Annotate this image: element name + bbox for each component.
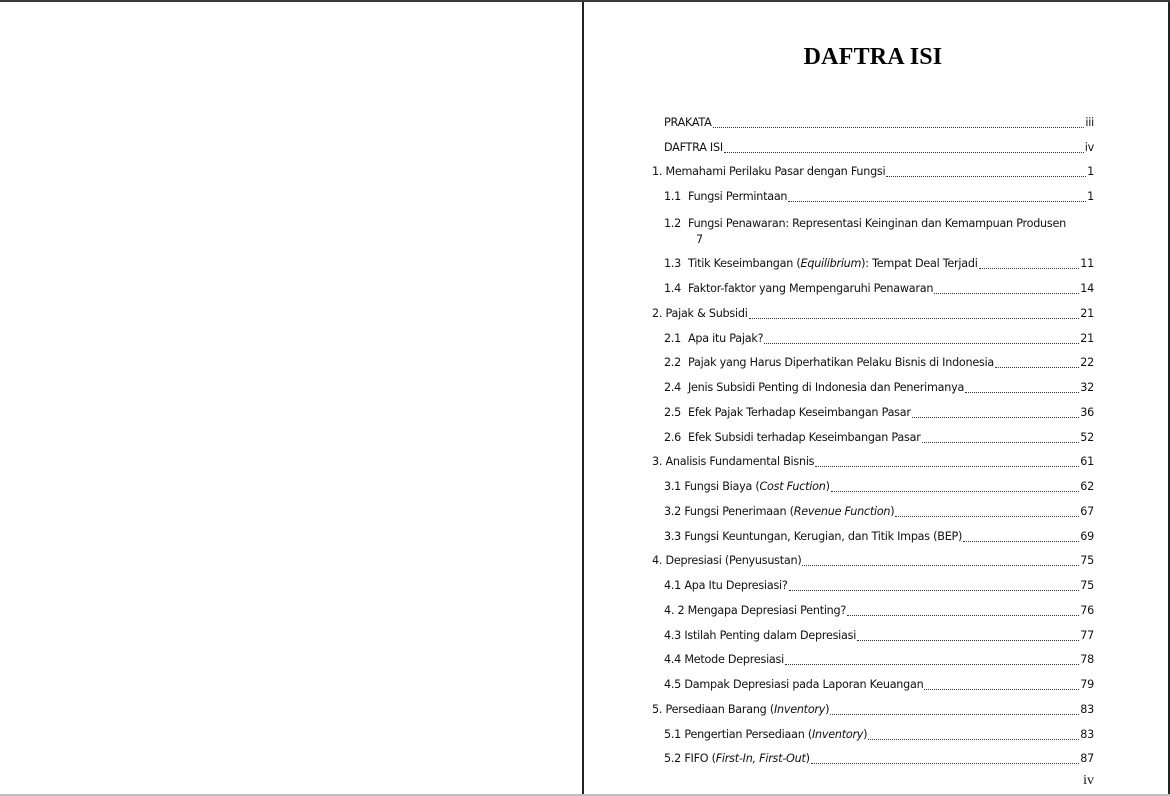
toc-entry[interactable] (652, 272, 1094, 297)
toc-entry[interactable] (652, 421, 1094, 446)
toc-title-text: Pajak yang Harus Diperhatikan Pelaku Bisnis di Indonesia (688, 356, 995, 370)
page-title: DAFTRA ISI (803, 44, 943, 70)
toc-page-number: 1 (1087, 190, 1094, 203)
toc-entry[interactable] (652, 668, 1094, 693)
toc-section-number: 1.1 (664, 190, 682, 203)
toc-entry[interactable] (652, 347, 1094, 372)
toc-title-text: ) (825, 702, 830, 716)
toc-title-text: 3.3 Fungsi Keuntungan, Kerugian, dan Titik Impas (BEP) (664, 529, 963, 543)
toc-entry-title (664, 677, 923, 693)
toc-title-text: Analisis Fundamental Bisnis (665, 455, 815, 469)
toc-dot-leader (749, 317, 1080, 319)
toc-entry-title (652, 553, 801, 569)
toc-title-italic: Revenue Function (793, 504, 891, 518)
toc-entry-title (664, 405, 911, 421)
toc-entry-title (652, 306, 748, 322)
toc-title-text: PRAKATA (664, 115, 712, 129)
toc-section-number: 2.2 (664, 356, 682, 370)
toc-entry-title (664, 652, 784, 668)
toc-entry-title (664, 216, 1066, 232)
toc-entry[interactable] (652, 446, 1094, 471)
toc-page-number: 36 (1080, 405, 1094, 419)
toc-page-number: 14 (1080, 282, 1094, 295)
toc-dot-leader (912, 416, 1080, 418)
toc-page-number: 61 (1080, 455, 1094, 469)
toc-entry-title (664, 256, 978, 272)
toc-entry-title (664, 628, 856, 644)
toc-dot-leader (922, 441, 1080, 443)
toc-entry[interactable] (652, 545, 1094, 570)
toc-dot-leader (963, 540, 1079, 542)
toc-page (584, 2, 1168, 794)
toc-entry[interactable] (652, 520, 1094, 545)
toc-page-number: iv (1084, 140, 1094, 154)
toc-entry-title (652, 702, 829, 718)
toc-page-number: 83 (1080, 727, 1094, 741)
toc-entry-title (664, 751, 810, 767)
toc-dot-leader (830, 713, 1079, 715)
toc-entry[interactable] (652, 205, 1094, 248)
toc-title-text: Depresiasi (Penyusustan) (665, 554, 802, 568)
toc-entry[interactable] (652, 131, 1094, 156)
toc-dot-leader (785, 663, 1079, 665)
toc-entry[interactable] (652, 180, 1094, 205)
toc-page-number: 83 (1080, 702, 1094, 716)
toc-dot-leader (965, 391, 1079, 393)
toc-page-number: 21 (1080, 306, 1094, 320)
toc-entry-title (664, 281, 933, 297)
toc-entry-title (664, 479, 830, 495)
toc-title-text: Apa itu Pajak? (688, 331, 764, 345)
toc-entry-title (664, 380, 964, 396)
toc-title-text: 5.1 Pengertian Persediaan ( (664, 727, 812, 741)
toc-dot-leader (995, 366, 1079, 368)
toc-dot-leader (788, 200, 1086, 202)
toc-page-number: 75 (1080, 579, 1094, 592)
toc-title-text: Jenis Subsidi Penting di Indonesia dan Penerimanya (688, 381, 965, 394)
toc-title-italic: Equilibrium (800, 257, 862, 271)
toc-entry-title (664, 115, 712, 131)
toc-title-text: ) (825, 480, 830, 493)
toc-entry[interactable] (652, 718, 1094, 743)
toc-section-number: 5. (652, 702, 666, 716)
toc-entry[interactable] (652, 619, 1094, 644)
toc-entry-title (664, 189, 787, 205)
toc-title-italic: Inventory (773, 702, 826, 716)
toc-title-text: ) (890, 504, 895, 518)
toc-section-number: 3. (652, 455, 666, 469)
toc-page-number: 69 (1080, 529, 1094, 543)
toc-title-text: Persediaan Barang ( (665, 702, 774, 716)
toc-title-text: Fungsi Penawaran: Representasi Keinginan dan Kemampuan Produsen (688, 216, 1066, 230)
toc-title-text: DAFTRA ISI (664, 140, 723, 154)
toc-dot-leader (764, 342, 1079, 344)
toc-dot-leader (886, 175, 1086, 177)
toc-section-number: 2.5 (664, 405, 682, 419)
toc-title-text: Efek Subsidi terhadap Keseimbangan Pasar (688, 430, 921, 444)
toc-page-number: iii (1085, 115, 1094, 129)
toc-entry[interactable] (652, 297, 1094, 322)
toc-title-text: 4.4 Metode Depresiasi (664, 653, 784, 667)
toc-dot-leader (934, 292, 1079, 294)
toc-title-italic: First-In, First-Out (715, 752, 806, 766)
toc-title-text: 4.3 Istilah Penting dalam Depresiasi (664, 628, 857, 642)
toc-section-number: 1. (652, 165, 666, 179)
toc-page-number: 62 (1080, 480, 1094, 493)
toc-title-text: Fungsi Permintaan (688, 190, 788, 203)
toc-page-number: 75 (1080, 554, 1094, 568)
toc-section-number: 2.6 (664, 430, 682, 444)
toc-entry-title (664, 331, 763, 347)
toc-page-number: 77 (1080, 628, 1094, 642)
toc-title-text: 5.2 FIFO ( (664, 752, 716, 766)
toc-title-text: 4. 2 Mengapa Depresiasi Penting? (664, 603, 847, 617)
toc-page-number: 32 (1080, 381, 1094, 394)
toc-title-text: Faktor-faktor yang Mempengaruhi Penawaran (688, 282, 934, 295)
toc-page-number: 79 (1080, 678, 1094, 691)
toc-entry-title (652, 164, 885, 180)
toc-dot-leader (924, 688, 1079, 690)
toc-entry-title (664, 529, 962, 545)
toc-title-text: 3.1 Fungsi Biaya ( (664, 480, 760, 493)
toc-page-number: 67 (1080, 504, 1094, 518)
toc-entry[interactable] (652, 693, 1094, 718)
toc-page-number: 1 (1087, 165, 1094, 179)
toc-title-text: Pajak & Subsidi (665, 306, 748, 320)
page-number: iv (1083, 773, 1094, 788)
toc-section-number: 2. (652, 306, 666, 320)
toc-page-number: 78 (1080, 653, 1094, 667)
toc-dot-leader (789, 589, 1080, 591)
toc-entry[interactable] (652, 470, 1094, 495)
toc-entry[interactable] (652, 569, 1094, 594)
toc-dot-leader (895, 515, 1079, 517)
toc-entry[interactable] (652, 396, 1094, 421)
toc-dot-leader (713, 126, 1085, 128)
toc-entry[interactable] (652, 644, 1094, 669)
toc-title-text: 4.5 Dampak Depresiasi pada Laporan Keuangan (664, 678, 924, 691)
toc-entry[interactable] (652, 322, 1094, 347)
toc-section-number: 4. (652, 554, 666, 568)
toc-page-number: 76 (1080, 603, 1094, 617)
toc-entry[interactable] (652, 495, 1094, 520)
toc-dot-leader (979, 267, 1080, 269)
toc-dot-leader (868, 738, 1079, 740)
toc-page-number: 52 (1080, 430, 1094, 444)
toc-page-number: 87 (1080, 752, 1094, 766)
toc-title-italic: Cost Fuction (759, 480, 826, 493)
toc-title-text: Efek Pajak Terhadap Keseimbangan Pasar (688, 405, 911, 419)
toc-entry-title (664, 578, 788, 594)
toc-entry[interactable] (652, 106, 1094, 131)
toc-section-number: 1.3 (664, 257, 682, 271)
toc-page-number: 7 (696, 232, 703, 246)
toc-dot-leader (831, 490, 1080, 492)
table-of-contents (652, 106, 1094, 767)
toc-entry-title (664, 727, 867, 743)
toc-section-number: 1.4 (664, 282, 682, 295)
toc-title-text: ) (863, 727, 868, 741)
toc-section-number: 1.2 (664, 216, 682, 230)
toc-dot-leader (724, 151, 1084, 153)
toc-page-number: 21 (1080, 331, 1094, 345)
toc-section-number: 2.4 (664, 381, 682, 394)
toc-dot-leader (847, 614, 1079, 616)
toc-entry-title (664, 355, 994, 371)
toc-entry[interactable] (652, 594, 1094, 619)
toc-dot-leader (857, 639, 1079, 641)
toc-page-number: 11 (1080, 257, 1094, 271)
toc-entry[interactable] (652, 371, 1094, 396)
toc-entry[interactable] (652, 248, 1094, 273)
toc-title-text: 4.1 Apa Itu Depresiasi? (664, 579, 788, 592)
blank-left-page (0, 2, 582, 794)
toc-title-text: Memahami Perilaku Pasar dengan Fungsi (665, 165, 886, 179)
toc-dot-leader (815, 465, 1079, 467)
toc-entry-title (664, 603, 846, 619)
toc-title-text: ): Tempat Deal Terjadi (861, 257, 978, 271)
toc-title-text: ) (805, 752, 810, 766)
toc-dot-leader (802, 564, 1079, 566)
toc-entry-title (652, 454, 814, 470)
toc-title-text: Titik Keseimbangan ( (688, 257, 801, 271)
toc-entry-title (664, 140, 723, 156)
toc-page-number: 22 (1080, 356, 1094, 370)
toc-title-text: 3.2 Fungsi Penerimaan ( (664, 504, 794, 518)
toc-entry[interactable] (652, 156, 1094, 181)
toc-entry-title (664, 504, 894, 520)
toc-title-italic: Inventory (811, 727, 864, 741)
toc-dot-leader (811, 762, 1080, 764)
toc-section-number: 2.1 (664, 331, 682, 345)
toc-entry-title (664, 430, 921, 446)
toc-entry[interactable] (652, 743, 1094, 768)
